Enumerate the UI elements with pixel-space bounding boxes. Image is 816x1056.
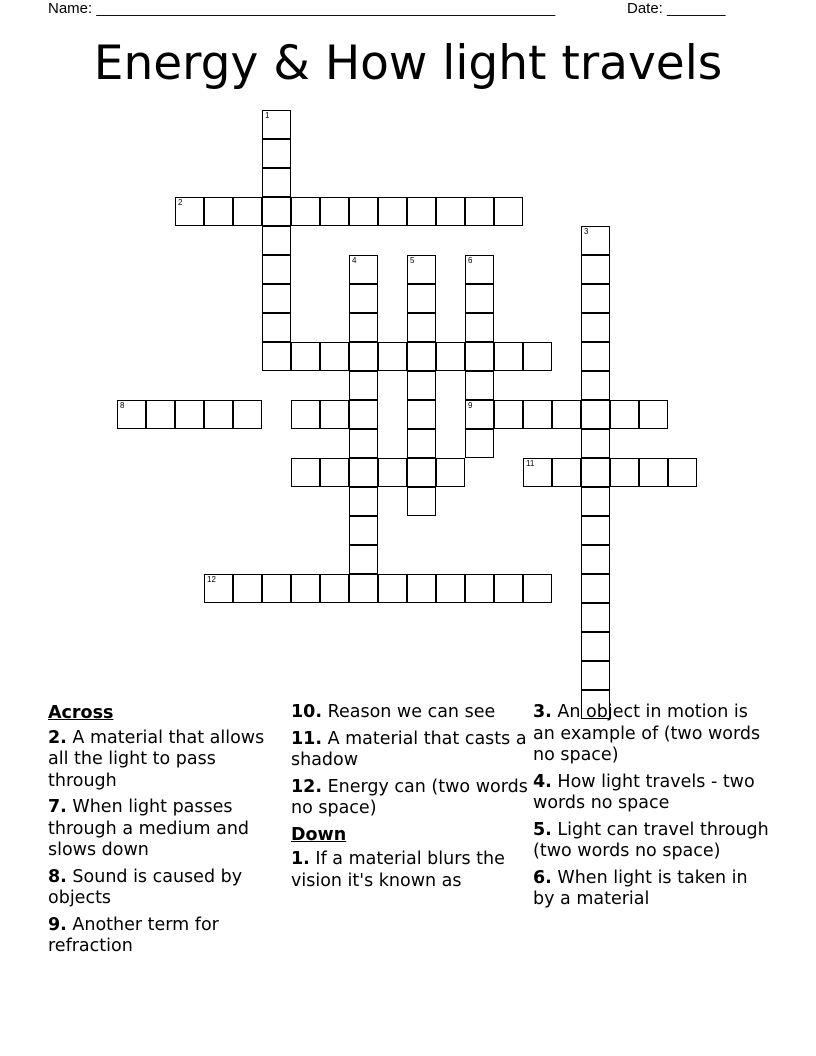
clue-number-label: 4 xyxy=(352,256,357,265)
clue-number: 2. xyxy=(48,727,67,748)
clue-down-6 xyxy=(533,868,773,911)
grid-cell[interactable] xyxy=(262,574,291,603)
grid-cell[interactable] xyxy=(407,458,436,487)
clue-text: A material that casts a shadow xyxy=(291,728,527,770)
grid-cell[interactable] xyxy=(262,197,291,226)
clue-number: 12. xyxy=(291,776,323,797)
grid-cell[interactable] xyxy=(262,226,291,255)
grid-cell[interactable] xyxy=(291,400,320,429)
grid-cell[interactable] xyxy=(320,574,349,603)
down-heading: Down xyxy=(291,824,347,845)
date-field[interactable]: Date: _______ xyxy=(627,0,726,17)
grid-cell[interactable] xyxy=(523,574,552,603)
clue-number-label: 1 xyxy=(265,111,270,120)
clue-column-1 xyxy=(48,702,283,963)
across-heading: Across xyxy=(48,703,114,723)
clue-down-3 xyxy=(533,702,773,767)
clue-text: When light is taken in by a material xyxy=(533,867,748,909)
grid-cell[interactable] xyxy=(581,371,610,400)
grid-cell[interactable] xyxy=(581,313,610,342)
grid-cell[interactable] xyxy=(407,313,436,342)
grid-cell[interactable] xyxy=(349,342,378,371)
clue-column-3 xyxy=(533,702,773,916)
grid-cell[interactable] xyxy=(349,284,378,313)
grid-cell[interactable] xyxy=(204,400,233,429)
grid-cell[interactable] xyxy=(204,197,233,226)
grid-cell[interactable] xyxy=(523,400,552,429)
clue-number: 6. xyxy=(533,867,552,888)
clue-across-12 xyxy=(291,777,531,820)
grid-cell[interactable] xyxy=(465,400,494,429)
grid-cell[interactable] xyxy=(262,139,291,168)
clue-down-5 xyxy=(533,820,773,863)
grid-cell[interactable] xyxy=(407,429,436,458)
grid-cell[interactable] xyxy=(581,487,610,516)
grid-cell[interactable] xyxy=(349,400,378,429)
grid-cell[interactable] xyxy=(436,342,465,371)
clue-number-label: 8 xyxy=(120,401,125,410)
grid-cell[interactable] xyxy=(349,429,378,458)
grid-cell[interactable] xyxy=(465,197,494,226)
clue-number-label: 6 xyxy=(468,256,473,265)
grid-cell[interactable] xyxy=(407,487,436,516)
clue-number-label: 3 xyxy=(584,227,589,236)
grid-cell[interactable] xyxy=(349,487,378,516)
clue-across-11 xyxy=(291,729,531,772)
grid-cell[interactable] xyxy=(233,400,262,429)
clue-column-2 xyxy=(291,702,531,897)
grid-cell[interactable] xyxy=(175,197,204,226)
clue-text: When light passes through a medium and slows down xyxy=(48,797,250,860)
clue-number-label: 5 xyxy=(410,256,415,265)
grid-cell[interactable] xyxy=(581,574,610,603)
clue-across-7 xyxy=(48,797,283,862)
grid-cell[interactable] xyxy=(610,458,639,487)
grid-cell[interactable] xyxy=(581,284,610,313)
grid-cell[interactable] xyxy=(465,313,494,342)
clue-number-label: 11 xyxy=(526,459,535,468)
clue-number: 1. xyxy=(291,849,310,869)
grid-cell[interactable] xyxy=(262,168,291,197)
grid-cell[interactable] xyxy=(407,342,436,371)
grid-cell[interactable] xyxy=(436,197,465,226)
clue-across-10 xyxy=(291,702,531,724)
clue-number: 5. xyxy=(533,819,552,840)
clue-text: Light can travel through (two words no space) xyxy=(533,819,769,861)
grid-cell[interactable] xyxy=(407,197,436,226)
grid-cell[interactable] xyxy=(610,400,639,429)
grid-cell[interactable] xyxy=(436,458,465,487)
clue-number-label: 12 xyxy=(207,575,216,584)
grid-cell[interactable] xyxy=(581,632,610,661)
grid-cell[interactable] xyxy=(494,342,523,371)
clue-text: An object in motion is an example of (two words no space) xyxy=(533,702,761,765)
grid-cell[interactable] xyxy=(465,574,494,603)
grid-cell[interactable] xyxy=(349,371,378,400)
grid-cell[interactable] xyxy=(581,516,610,545)
clue-number: 7. xyxy=(48,797,67,817)
grid-cell[interactable] xyxy=(378,458,407,487)
grid-cell[interactable] xyxy=(349,313,378,342)
grid-cell[interactable] xyxy=(581,661,610,690)
grid-cell[interactable] xyxy=(407,400,436,429)
grid-cell[interactable] xyxy=(639,400,668,429)
grid-cell[interactable] xyxy=(668,458,697,487)
grid-cell[interactable] xyxy=(262,255,291,284)
grid-cell[interactable] xyxy=(523,342,552,371)
clue-text: Another term for refraction xyxy=(48,914,219,956)
clue-down-4 xyxy=(533,772,773,815)
grid-cell[interactable] xyxy=(349,255,378,284)
grid-cell[interactable] xyxy=(349,574,378,603)
grid-cell[interactable] xyxy=(494,574,523,603)
grid-cell[interactable] xyxy=(465,255,494,284)
grid-cell[interactable] xyxy=(407,574,436,603)
grid-cell[interactable] xyxy=(291,574,320,603)
grid-cell[interactable] xyxy=(378,574,407,603)
grid-cell[interactable] xyxy=(581,255,610,284)
grid-cell[interactable] xyxy=(146,400,175,429)
grid-cell[interactable] xyxy=(291,342,320,371)
grid-cell[interactable] xyxy=(291,197,320,226)
grid-cell[interactable] xyxy=(465,342,494,371)
grid-cell[interactable] xyxy=(320,400,349,429)
grid-cell[interactable] xyxy=(233,197,262,226)
grid-cell[interactable] xyxy=(262,284,291,313)
grid-cell[interactable] xyxy=(581,458,610,487)
grid-cell[interactable] xyxy=(523,458,552,487)
grid-cell[interactable] xyxy=(465,429,494,458)
grid-cell[interactable] xyxy=(552,400,581,429)
clue-number: 4. xyxy=(533,771,552,792)
grid-cell[interactable] xyxy=(581,429,610,458)
grid-cell[interactable] xyxy=(320,342,349,371)
name-field[interactable]: Name: _______________________________________________________ xyxy=(48,0,556,17)
clue-number: 3. xyxy=(533,702,552,722)
clue-down-1 xyxy=(291,849,531,892)
clue-text: Energy can (two words no space) xyxy=(291,776,528,818)
clue-number: 9. xyxy=(48,914,67,935)
grid-cell[interactable] xyxy=(465,284,494,313)
clue-number-label: 9 xyxy=(468,401,473,410)
grid-cell[interactable] xyxy=(378,197,407,226)
grid-cell[interactable] xyxy=(581,545,610,574)
grid-cell[interactable] xyxy=(320,458,349,487)
grid-cell[interactable] xyxy=(349,516,378,545)
clue-number-label: 2 xyxy=(178,198,183,207)
grid-cell[interactable] xyxy=(407,371,436,400)
clue-text: Reason we can see xyxy=(327,702,496,722)
grid-cell[interactable] xyxy=(320,197,349,226)
grid-cell[interactable] xyxy=(291,458,320,487)
clue-number: 8. xyxy=(48,866,67,887)
clue-number: 11. xyxy=(291,728,323,749)
grid-cell[interactable] xyxy=(639,458,668,487)
grid-cell[interactable] xyxy=(407,255,436,284)
clue-across-2 xyxy=(48,728,283,793)
clue-across-9 xyxy=(48,915,283,958)
grid-cell[interactable] xyxy=(233,574,262,603)
page-title: Energy & How light travels xyxy=(93,36,723,91)
clue-text: How light travels - two words no space xyxy=(533,771,755,813)
clue-text: A material that allows all the light to pass through xyxy=(48,727,265,791)
grid-cell[interactable] xyxy=(494,197,523,226)
grid-cell[interactable] xyxy=(117,400,146,429)
grid-cell[interactable] xyxy=(436,574,465,603)
grid-cell[interactable] xyxy=(262,313,291,342)
grid-cell[interactable] xyxy=(407,284,436,313)
grid-cell[interactable] xyxy=(349,197,378,226)
grid-cell[interactable] xyxy=(581,603,610,632)
grid-cell[interactable] xyxy=(552,458,581,487)
grid-cell[interactable] xyxy=(349,545,378,574)
grid-cell[interactable] xyxy=(349,458,378,487)
grid-cell[interactable] xyxy=(378,342,407,371)
grid-cell[interactable] xyxy=(262,342,291,371)
grid-cell[interactable] xyxy=(581,400,610,429)
grid-cell[interactable] xyxy=(175,400,204,429)
clue-number: 10. xyxy=(291,702,323,722)
grid-cell[interactable] xyxy=(581,226,610,255)
clue-text: Sound is caused by objects xyxy=(48,866,243,908)
grid-cell[interactable] xyxy=(204,574,233,603)
clue-text: If a material blurs the vision it's known as xyxy=(291,849,505,891)
grid-cell[interactable] xyxy=(494,400,523,429)
grid-cell[interactable] xyxy=(262,110,291,139)
clue-across-8 xyxy=(48,867,283,910)
grid-cell[interactable] xyxy=(581,342,610,371)
grid-cell[interactable] xyxy=(465,371,494,400)
